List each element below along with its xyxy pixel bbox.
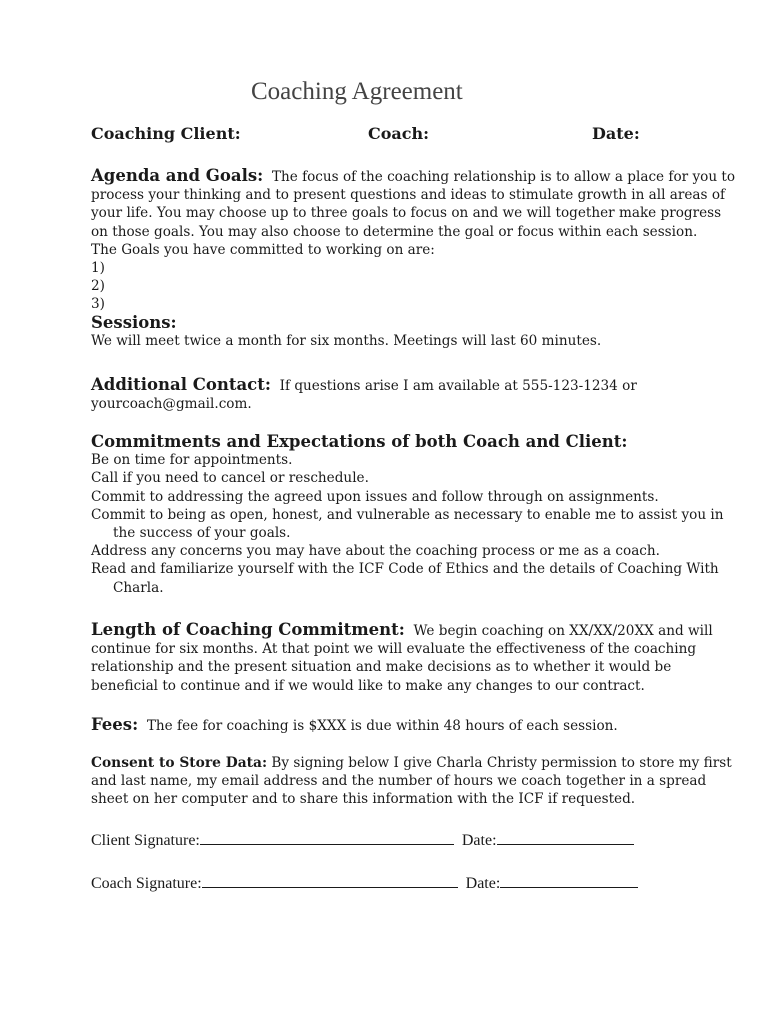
sessions-text: We will meet twice a month for six months. Meetings will last 60 minutes.	[91, 333, 602, 350]
agenda-heading: Agenda and Goals	[91, 166, 258, 185]
length-text: We begin coaching on XX/XX/20XX and will	[413, 623, 713, 639]
page-title: Coaching Agreement	[251, 78, 463, 105]
length-text: beneficial to continue and if we would like to make any changes to our contract.	[91, 677, 645, 694]
commitment-item: Charla.	[113, 579, 164, 596]
commitment-item: Address any concerns you may have about the coaching process or me as a coach.	[91, 543, 660, 560]
agenda-section: Agenda and Goals: The focus of the coaching relationship is to allow a place for you to process your thinking and to present questions and ideas to stimulate growth in all areas of your life. You may choose up to three goals to focus on and we will together make progress on those goals. You may also choose to determine the goal or focus within each session. The Goals you have committed to working on are: 1) 2) 3)	[91, 166, 736, 313]
length-text: continue for six months. At that point we will evaluate the effectiveness of the coaching	[91, 641, 697, 658]
sessions-section	[91, 314, 683, 350]
client-signature-row	[91, 830, 634, 850]
agenda-text: process your thinking and to present questions and ideas to stimulate growth in all areas of	[91, 187, 726, 204]
consent-section	[91, 754, 732, 809]
consent-text: and last name, my email address and the number of hours we coach together in a spread	[91, 773, 707, 790]
contact-email: yourcoach@gmail.com.	[91, 396, 252, 413]
agenda-text: The focus of the coaching relationship is to allow a place for you to	[271, 169, 736, 185]
coach-date-line[interactable]	[500, 873, 638, 888]
contact-text: If questions arise I am available at 555-123-1234 or	[279, 378, 637, 394]
client-date-line[interactable]	[497, 830, 634, 845]
coach-signature-line[interactable]	[202, 873, 458, 888]
sessions-heading: Sessions:	[91, 313, 177, 332]
consent-heading: Consent to Store Data:	[91, 755, 268, 771]
client-date-label: Date:	[461, 832, 497, 849]
agenda-text: The Goals you have committed to working on are:	[91, 241, 435, 258]
consent-text: sheet on her computer and to share this information with the ICF if requested.	[91, 791, 636, 808]
fees-text: The fee for coaching is $XXX is due within 48 hours of each session.	[146, 718, 618, 734]
commitments-heading: Commitments and Expectations of both Coach and Client:	[91, 432, 628, 451]
commitment-item: the success of your goals.	[113, 525, 291, 542]
coach-signature-row	[91, 873, 638, 893]
contact-section	[91, 376, 683, 413]
commitments-section	[91, 432, 724, 597]
length-text: relationship and the present situation and make decisions as to whether it would be	[91, 659, 672, 676]
commitment-item: Read and familiarize yourself with the ICF Code of Ethics and the details of Coaching With	[91, 561, 719, 578]
length-heading: Length of Coaching Commitment:	[91, 620, 405, 639]
coach-signature-label: Coach Signature:	[91, 875, 202, 892]
client-signature-label: Client Signature:	[91, 832, 200, 849]
client-label: Coaching Client:	[91, 124, 241, 143]
coach-date-label: Date:	[465, 875, 501, 892]
length-section	[91, 620, 713, 695]
commitment-item: Call if you need to cancel or reschedule.	[91, 470, 369, 487]
fees-heading: Fees:	[91, 715, 139, 734]
commitment-item: Be on time for appointments.	[91, 452, 293, 469]
client-signature-line[interactable]	[200, 830, 454, 845]
commitment-item: Commit to addressing the agreed upon issues and follow through on assignments.	[91, 488, 659, 505]
commitment-item: Commit to being as open, honest, and vulnerable as necessary to enable me to assist you in	[91, 506, 724, 523]
date-label: Date:	[592, 124, 640, 143]
agenda-text: your life. You may choose up to three goals to focus on and we will together make progress	[91, 205, 722, 222]
contact-heading: Additional Contact:	[91, 375, 271, 394]
goal-item: 1)	[91, 260, 105, 277]
goal-item: 2)	[91, 278, 105, 295]
agenda-text: on those goals. You may also choose to determine the goal or focus within each session.	[91, 223, 698, 240]
fees-section	[91, 716, 683, 735]
coach-label: Coach:	[368, 124, 430, 143]
goal-item: 3)	[91, 296, 105, 313]
consent-text: By signing below I give Charla Christy permission to store my first	[271, 755, 732, 771]
